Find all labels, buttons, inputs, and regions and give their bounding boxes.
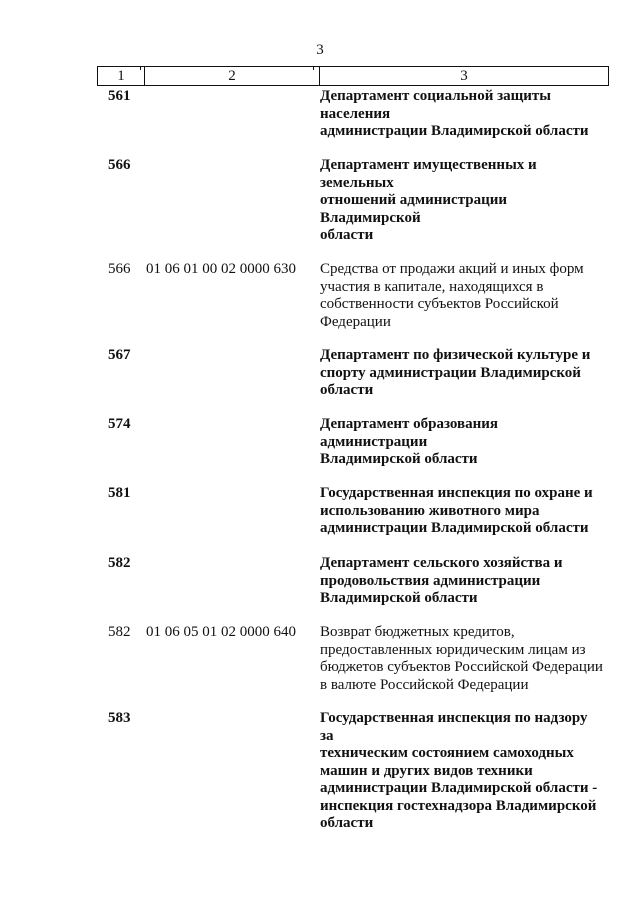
row-description-line: области xyxy=(320,815,374,831)
row-description xyxy=(320,710,610,833)
row-description-line: области xyxy=(320,382,374,398)
header-col-1: 1 xyxy=(98,67,145,85)
row-description-line: продовольствия администрации xyxy=(320,572,541,589)
row-code: 582 xyxy=(108,555,131,571)
row-description-line: использованию животного мира xyxy=(320,502,540,519)
row-description-line: Государственная инспекция по охране и xyxy=(320,485,593,501)
row-description-line: Владимирской области xyxy=(320,451,478,467)
row-description-line: машин и других видов техники xyxy=(320,762,533,779)
header-tick xyxy=(313,66,314,70)
row-description-line: техническим состоянием самоходных xyxy=(320,745,574,761)
row-description-line: Департамент образования xyxy=(320,416,499,432)
row-description-line: Федерации xyxy=(320,313,391,330)
row-code: 581 xyxy=(108,485,131,501)
row-description xyxy=(320,416,610,469)
row-description-line: области xyxy=(320,227,374,243)
row-description xyxy=(320,347,610,400)
row-description xyxy=(320,555,610,608)
row-description-line: инспекция гостехнадзора Владимирской xyxy=(320,797,597,814)
page-number: 3 xyxy=(316,42,324,58)
header-tick xyxy=(140,66,141,70)
row-description-line: Департамент сельского хозяйства и xyxy=(320,555,563,571)
row-code: 582 xyxy=(108,624,131,640)
row-code: 574 xyxy=(108,416,131,432)
row-description xyxy=(320,485,610,538)
row-budget-code: 01 06 01 00 02 0000 630 xyxy=(146,261,296,277)
row-description-line: за xyxy=(320,727,334,744)
row-description-line: Департамент социальной защиты xyxy=(320,88,552,104)
row-description-line: Средства от продажи акций и иных форм xyxy=(320,261,584,277)
row-description-line: спорту администрации Владимирской xyxy=(320,364,581,381)
header-col-3: 3 xyxy=(460,68,468,84)
row-description-line: собственности субъектов Российской xyxy=(320,296,559,312)
row-description xyxy=(320,261,610,331)
row-description-line: Департамент имущественных и xyxy=(320,157,537,173)
row-code: 561 xyxy=(108,88,131,104)
row-description xyxy=(320,624,610,694)
row-description-line: в валюте Российской Федерации xyxy=(320,676,529,693)
row-description-line: администрации Владимирской области xyxy=(320,123,589,139)
row-description-line: Государственная инспекция по надзору xyxy=(320,710,588,726)
row-budget-code: 01 06 05 01 02 0000 640 xyxy=(146,624,296,640)
row-description-line: предоставленных юридическим лицам из xyxy=(320,641,586,658)
row-description-line: Владимирской области xyxy=(320,590,478,606)
row-description-line: Возврат бюджетных кредитов, xyxy=(320,624,515,640)
row-description xyxy=(320,88,610,141)
row-description-line: администрации Владимирской области xyxy=(320,520,589,536)
row-description-line: земельных xyxy=(320,174,394,191)
row-description-line: бюджетов субъектов Российской Федерации xyxy=(320,659,603,675)
table-header xyxy=(97,66,609,86)
row-code: 566 xyxy=(108,261,131,277)
row-description-line: участия в капитале, находящихся в xyxy=(320,278,544,295)
row-description-line: Департамент по физической культуре и xyxy=(320,347,591,363)
row-description-line: администрации xyxy=(320,433,428,450)
row-description-line: населения xyxy=(320,105,391,122)
row-description-line: отношений администрации xyxy=(320,192,508,208)
row-code: 566 xyxy=(108,157,131,173)
row-code: 567 xyxy=(108,347,131,363)
row-description xyxy=(320,157,610,245)
row-description-line: Владимирской xyxy=(320,209,421,226)
row-code: 583 xyxy=(108,710,131,726)
row-description-line: администрации Владимирской области - xyxy=(320,780,598,796)
header-col-2: 2 xyxy=(145,67,320,85)
